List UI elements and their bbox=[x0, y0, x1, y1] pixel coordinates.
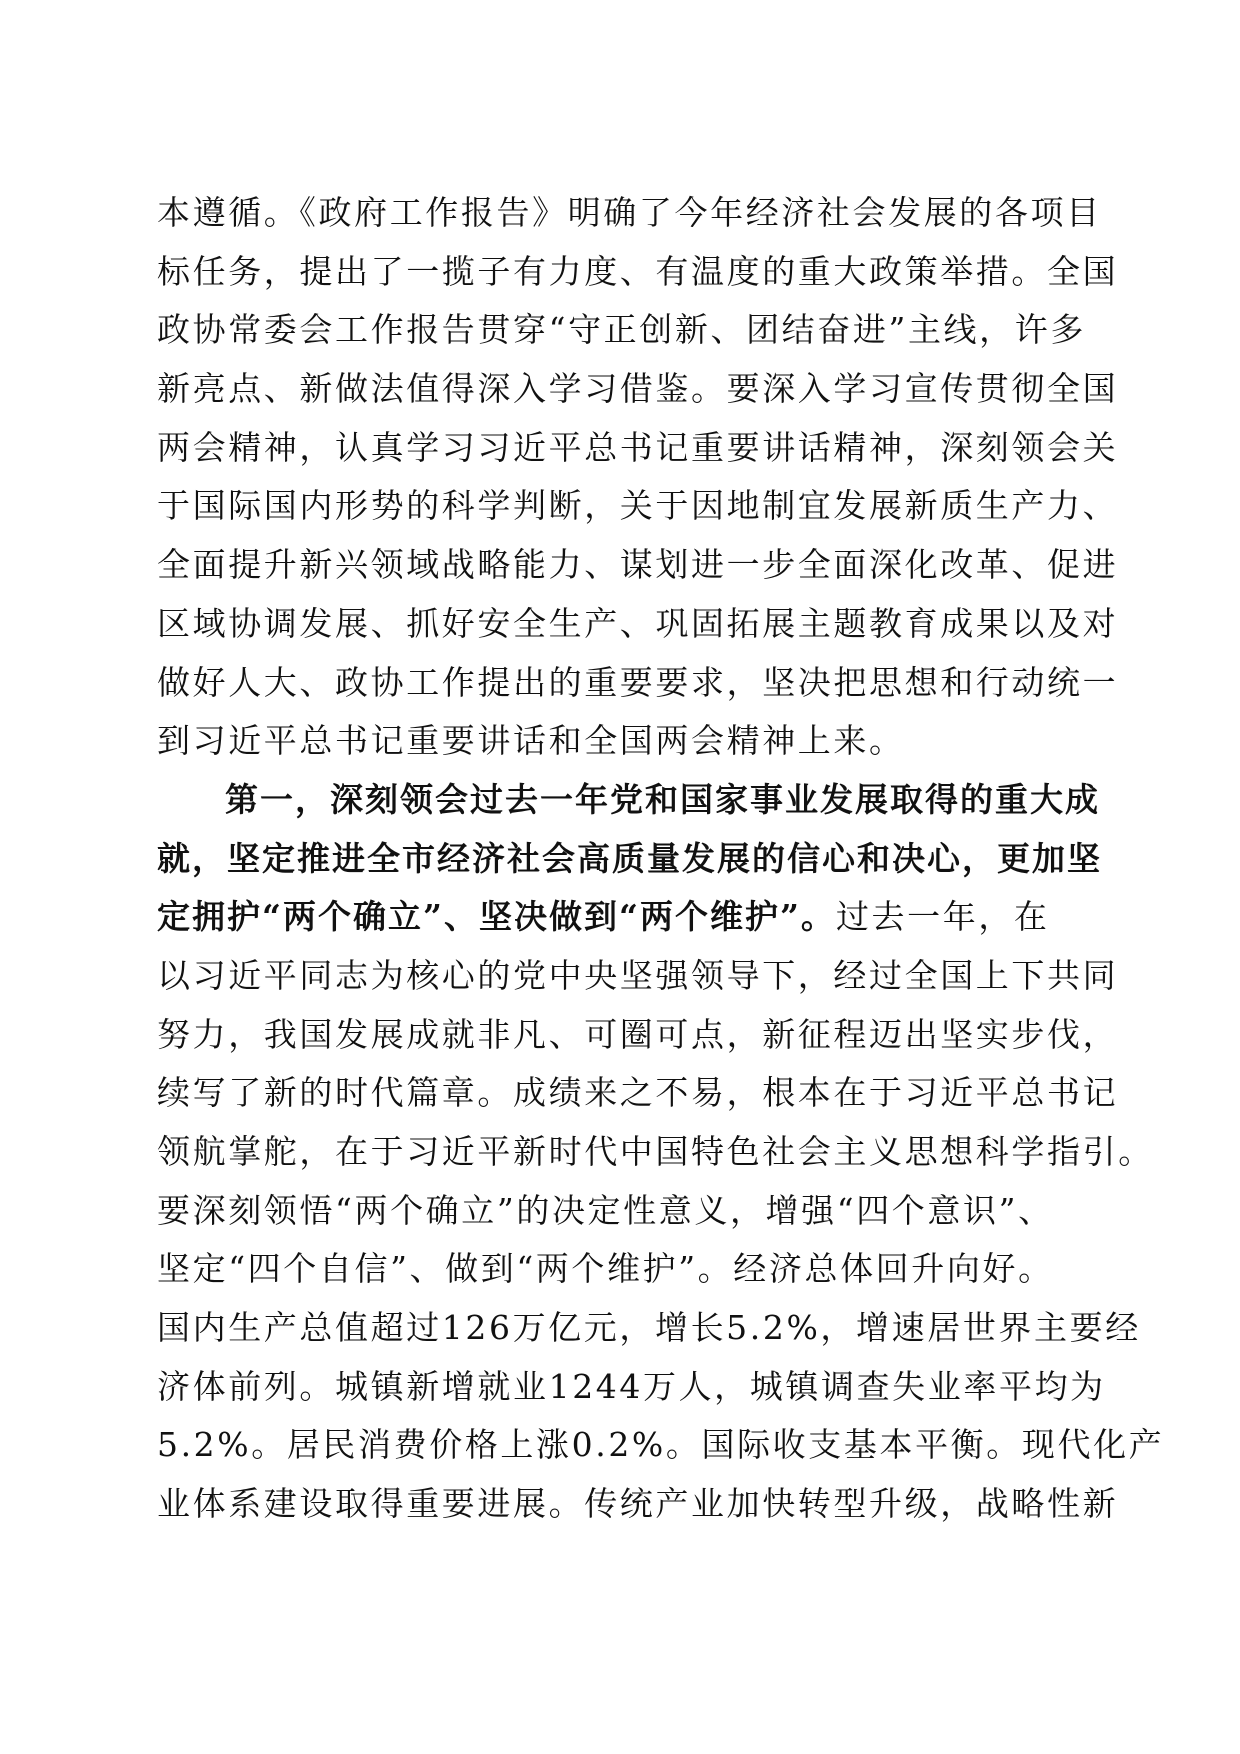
text-line: 坚定“四个自信”、做到“两个维护”。经济总体回升向好。 bbox=[157, 1249, 1054, 1289]
section-heading-end: 定拥护“两个确立”、坚决做到“两个维护”。 bbox=[157, 897, 836, 937]
text-line: 于国际国内形势的科学判断，关于因地制宜发展新质生产力、 bbox=[157, 486, 1119, 526]
text-line: 两会精神，认真学习习近平总书记重要讲话精神，深刻领会关 bbox=[157, 427, 1119, 467]
text-line: 做好人大、政协工作提出的重要要求，坚决把思想和行动统一 bbox=[157, 662, 1119, 702]
section-heading-line: 第一，深刻领会过去一年党和国家事业发展取得的重大成 bbox=[225, 779, 1100, 819]
text-line: 全面提升新兴领域战略能力、谋划进一步全面深化改革、促进 bbox=[157, 545, 1119, 585]
text-line: 要深刻领悟“两个确立”的决定性意义，增强“四个意识”、 bbox=[157, 1190, 1054, 1230]
text-line: 新亮点、新做法值得深入学习借鉴。要深入学习宣传贯彻全国 bbox=[157, 369, 1119, 409]
text-fragment: 过去一年，在 bbox=[835, 897, 1050, 937]
mixed-line bbox=[157, 888, 1083, 947]
text-line: 业体系建设取得重要进展。传统产业加快转型升级，战略性新 bbox=[157, 1484, 1119, 1524]
text-line: 以习近平同志为核心的党中央坚强领导下，经过全国上下共同 bbox=[157, 955, 1119, 995]
text-line: 续写了新的时代篇章。成绩来之不易，根本在于习近平总书记 bbox=[157, 1073, 1119, 1113]
text-line: 5.2%。居民消费价格上涨0.2%。国际收支基本平衡。现代化产 bbox=[157, 1425, 1165, 1465]
text-line: 领航掌舵，在于习近平新时代中国特色社会主义思想科学指引。 bbox=[157, 1132, 1154, 1171]
text-line: 标任务，提出了一揽子有力度、有温度的重大政策举措。全国 bbox=[157, 251, 1119, 291]
text-line: 国内生产总值超过126万亿元，增长5.2%，增速居世界主要经 bbox=[157, 1308, 1141, 1348]
text-line: 政协常委会工作报告贯穿“守正创新、团结奋进”主线，许多 bbox=[157, 310, 1086, 350]
text-line: 到习近平总书记重要讲话和全国两会精神上来。 bbox=[157, 721, 905, 761]
text-line: 本遵循。《政府工作报告》明确了今年经济社会发展的各项目 bbox=[157, 193, 1102, 232]
section-heading-line: 就，坚定推进全市经济社会高质量发展的信心和决心，更加坚 bbox=[157, 838, 1102, 878]
text-line: 努力，我国发展成就非凡、可圈可点，新征程迈出坚实步伐， bbox=[157, 1014, 1119, 1054]
text-line: 区域协调发展、抓好安全生产、巩固拓展主题教育成果以及对 bbox=[157, 603, 1119, 643]
text-line: 济体前列。城镇新增就业1244万人，城镇调查失业率平均为 bbox=[157, 1366, 1106, 1406]
body-text bbox=[157, 184, 1165, 1534]
